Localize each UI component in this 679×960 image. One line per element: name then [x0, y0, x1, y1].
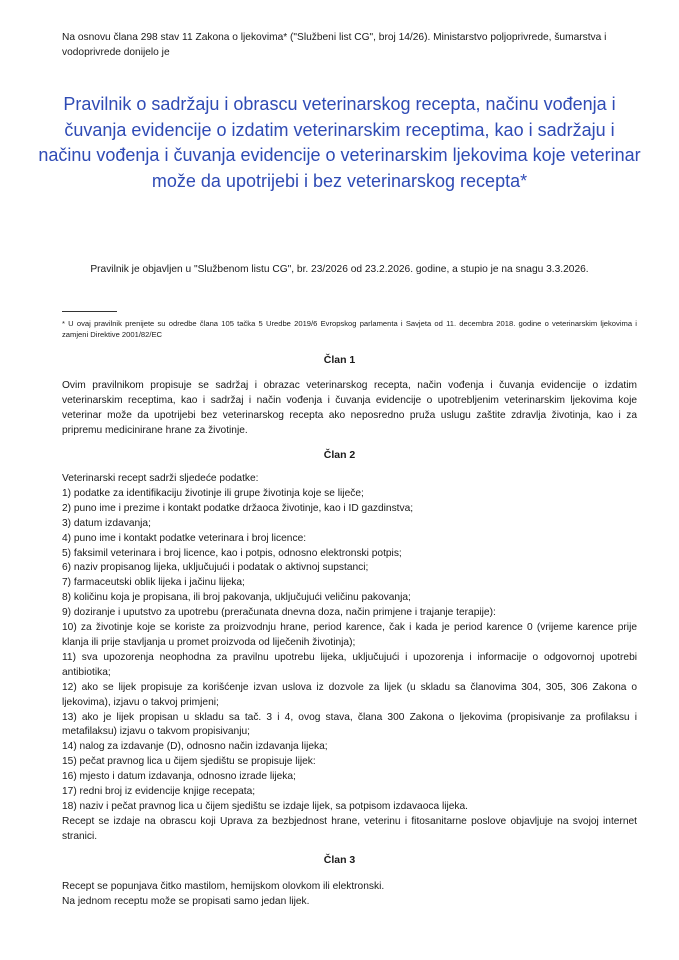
document-title: Pravilnik o sadržaju i obrascu veterinarskog recepta, načinu vođenja i čuvanja evidencije o izdatim veterinarskim receptima, kao i sadržaju i načinu vođenja i čuvanja evidencije o veterinarskim ljekovima koje veterinar može da upotrijebi i bez veterinarskog recepta* [38, 94, 641, 191]
footnote: * U ovaj pravilnik prenijete su odredbe člana 105 tačka 5 Uredbe 2019/6 Evropskog parlamenta i Savjeta od 11. decembra 2018. godine o veterinarskim ljekovima i zamjeni Direktive 2001/82/EC [62, 319, 637, 339]
list-item: 16) mjesto i datum izdavanja, odnosno izrade lijeka; [62, 771, 296, 783]
article-3-line: Recept se popunjava čitko mastilom, hemijskom olovkom ili elektronski. [62, 881, 385, 892]
list-item: 7) farmaceutski oblik lijeka i jačinu lijeka; [62, 577, 245, 589]
list-item: 6) naziv propisanog lijeka, uključujući i podatak o aktivnoj supstanci; [62, 562, 369, 574]
list-item: 11) sva upozorenja neophodna za pravilnu upotrebu lijeka, uključujući i upozorenja i informacije o odgovornoj upotrebi antibiotika; [62, 651, 637, 678]
list-item: 2) puno ime i prezime i kontakt podatke držaoca životinje, kao i ID gazdinstva; [62, 502, 414, 514]
article-1-heading: Član 1 [323, 354, 356, 366]
list-item: 3) datum izdavanja; [62, 517, 151, 529]
list-item: 17) redni broj iz evidencije knjige recepata; [62, 786, 256, 798]
list-item: 12) ako se lijek propisuje za korišćenje izvan uslova iz dozvole za lijek (u skladu sa članovima 304, 305, 306 Zakona o ljekovima), izjavu o takvoj primjeni; [62, 681, 637, 708]
list-item: 15) pečat pravnog lica u čijem sjedištu se propisuje lijek: [62, 756, 316, 768]
article-2-heading: Član 2 [323, 449, 356, 461]
list-item: 14) nalog za izdavanje (D), odnosno način izdavanja lijeka; [62, 741, 328, 753]
footnote-divider [62, 311, 117, 312]
publication-note: Pravilnik je objavljen u "Službenom listu CG", br. 23/2026 od 23.2.2026. godine, a stupio je na snagu 3.3.2026. [90, 264, 589, 275]
list-item: 18) naziv i pečat pravnog lica u čijem sjedištu se izdaje lijek, sa potpisom izdavaoca lijeka. [62, 800, 469, 812]
list-item: 13) ako je lijek propisan u skladu sa tač. 3 i 4, ovog stava, člana 300 Zakona o ljekovima (propisivanje za profilaksu i metafilaksu) izjavu o takvom propisivanju; [62, 711, 637, 738]
article-3-body [62, 880, 637, 910]
article-2-body [62, 472, 637, 845]
article-2-closing: Recept se izdaje na obrascu koji Uprava za bezbjednost hrane, veterinu i fitosanitarne poslove objavljuje na svojoj internet stranici. [62, 815, 637, 842]
article-1-text: Ovim pravilnikom propisuje se sadržaj i obrazac veterinarskog recepta, način vođenja i čuvanja evidencije o izdatim veterinarskim receptima, kao i sadržaj i način vođenja i čuvanja evidencije o upotrebljenim veterinarskim ljekovima koje veterinar može da upotrijebi bez veterinarskog recepta ako neposredno pruža uslugu zaštite zdravlja životinja, kao i za pripremu medicinirane hrane za životinje. [62, 380, 637, 436]
list-item: 8) količinu koja je propisana, ili broj pakovanja, uključujući veličinu pakovanja; [62, 592, 411, 604]
list-item: 4) puno ime i kontakt podatke veterinara i broj licence: [62, 532, 307, 544]
list-item: 1) podatke za identifikaciju životinje ili grupe životinja koje se liječe; [62, 487, 364, 499]
list-item: 9) doziranje i uputstvo za upotrebu (preračunata dnevna doza, način primjene i trajanje terapije): [62, 607, 496, 619]
list-item: 5) faksimil veterinara i broj licence, kao i potpis, odnosno elektronski potpis; [62, 547, 402, 559]
list-item: 10) za životinje koje se koriste za proizvodnju hrane, period karence, čak i kada je period karence 0 (vrijeme karence prije klanja ili prije stavljanja u promet proizvoda od liječenih životinja); [62, 622, 637, 648]
article-3-line: Na jednom receptu može se propisati samo jedan lijek. [62, 895, 310, 907]
article-3-heading: Član 3 [323, 854, 356, 866]
article-2-lead: Veterinarski recept sadrži sljedeće podatke: [62, 473, 259, 484]
preamble-text: Na osnovu člana 298 stav 11 Zakona o ljekovima* ("Službeni list CG", broj 14/26). Ministarstvo poljoprivrede, šumarstva i vodoprivrede donijelo je [62, 32, 607, 58]
